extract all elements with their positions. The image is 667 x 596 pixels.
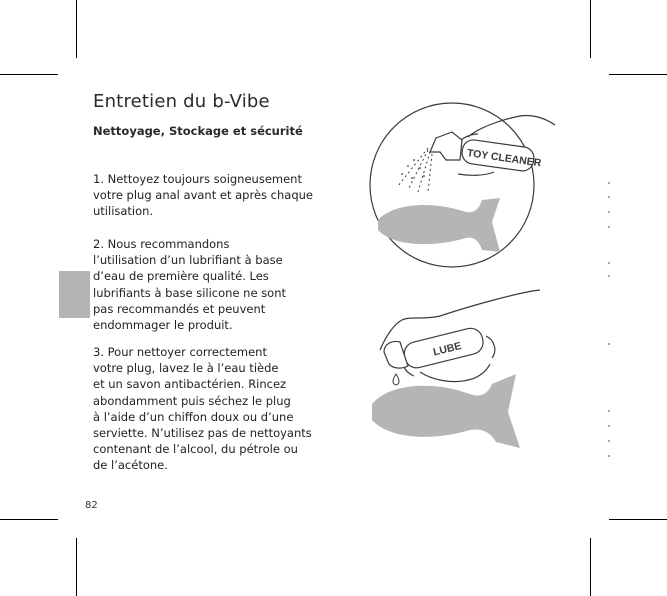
paragraph-line: utilisation. (93, 204, 154, 219)
paragraph-line: d’eau de première qualité. Les (93, 269, 269, 284)
paragraph-line: de l’acétone. (93, 458, 168, 473)
plug-shape (372, 374, 520, 448)
paragraph-line: 2. Nous recommandons (93, 237, 230, 251)
paragraph-line: votre plug, lavez le à l’eau tiède (93, 361, 279, 376)
paragraph-line: endommager le produit. (93, 318, 233, 333)
paragraph-line: à l’aide d’un chiffon doux ou d’une (93, 409, 294, 424)
illustration-circle (370, 103, 534, 267)
paragraph-line: 3. Pour nettoyer correctement (93, 345, 267, 359)
lube-bottle (402, 326, 486, 371)
spray-nozzle (430, 132, 462, 160)
paragraph-line: lubrifiants à base silicone ne sont (93, 285, 287, 300)
hand-outline (468, 115, 555, 137)
paragraph-line: contenant de l’alcool, du pétrole ou (93, 442, 298, 457)
lube-label: LUBE (431, 339, 463, 359)
plug-shape (378, 198, 500, 252)
lube-illustration (372, 290, 540, 448)
hand-outline (420, 364, 490, 382)
cleaner-label: TOY CLEANER (466, 147, 542, 170)
bottle-cap (384, 341, 408, 368)
lube-drop (393, 374, 399, 385)
cleaner-bottle (461, 139, 544, 174)
page-title: Entretien du b-Vibe (93, 91, 270, 112)
cleaning-illustration (370, 103, 555, 267)
paragraph-line: serviette. N’utilisez pas de nettoyants (93, 426, 312, 441)
paragraph-line: abondamment puis séchez le plug (93, 393, 291, 408)
section-subtitle: Nettoyage, Stockage et sécurité (93, 124, 303, 138)
paragraph-line: votre plug anal avant et après chaque (93, 188, 313, 203)
finger-outline (486, 336, 495, 358)
hand-outline (458, 172, 494, 175)
spray-dots (401, 159, 425, 179)
paragraph-line: l’utilisation d’un lubrifiant à base (93, 253, 283, 268)
page-number: 82 (85, 500, 98, 511)
paragraph-line: pas recommandés et peuvent (93, 301, 266, 316)
spray-mist (398, 148, 432, 192)
paragraph-line: et un savon antibactérien. Rincez (93, 377, 287, 392)
paragraph-line: 1. Nettoyez toujours soigneusement (93, 172, 302, 186)
